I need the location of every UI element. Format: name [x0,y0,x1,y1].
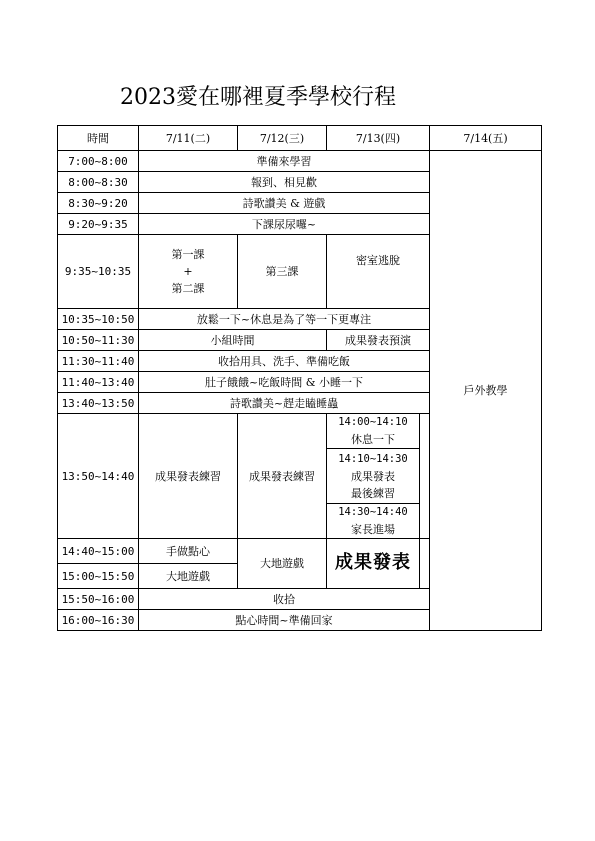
rest-cell [327,414,420,449]
time-cell: 7:00~8:00 [58,151,139,172]
activity-cell: 收拾用具、洗手、準備吃飯 [139,351,430,372]
lesson-1-label: 第一課 [171,248,205,261]
header-row [58,126,542,151]
activity-cell: 詩歌讚美~趕走瞌睡蟲 [139,393,430,414]
performance-label: 成果發表 [335,552,411,573]
activity-cell: 小組時間 [139,330,327,351]
field-game-cell-day-1: 大地遊戲 [139,564,238,589]
time-cell: 15:50~16:00 [58,589,139,610]
final-practice-time: 14:10~14:30 [338,452,408,465]
time-cell: 8:30~9:20 [58,193,139,214]
time-cell: 13:50~14:40 [58,414,139,539]
final-practice-label-2: 最後練習 [351,486,395,500]
time-cell: 15:00~15:50 [58,564,139,589]
parents-enter-label: 家長進場 [351,523,395,536]
spacer-cell [420,414,430,539]
time-cell: 10:50~11:30 [58,330,139,351]
parents-enter-time: 14:30~14:40 [338,506,408,518]
performance-cell [327,539,420,589]
activity-cell: 下課尿尿囉~ [139,214,430,235]
time-cell: 16:00~16:30 [58,610,139,631]
activity-cell: 報到、相見歡 [139,172,430,193]
practice-cell-day-2: 成果發表練習 [238,414,327,539]
time-cell: 8:00~8:30 [58,172,139,193]
time-cell: 10:35~10:50 [58,309,139,330]
rehearsal-cell: 成果發表預演 [327,330,430,351]
header-day-4: 7/14(五) [430,126,542,151]
time-cell: 9:35~10:35 [58,235,139,309]
practice-cell-day-1: 成果發表練習 [139,414,238,539]
activity-cell: 點心時間~準備回家 [139,610,430,631]
field-game-cell-day-2: 大地遊戲 [238,539,327,589]
lesson-3-cell: 第三課 [238,235,327,309]
activity-cell: 詩歌讚美 & 遊戲 [139,193,430,214]
page-title: 2023愛在哪裡夏季學校行程 [120,85,396,110]
time-cell: 9:20~9:35 [58,214,139,235]
outdoor-teaching-cell: 戶外教學 [430,151,542,631]
lesson-2-label: 第二課 [171,282,205,295]
activity-cell: 收拾 [139,589,430,610]
time-cell: 14:40~15:00 [58,539,139,564]
table-row [58,151,542,172]
escape-room-cell: 密室逃脫 [327,235,430,309]
header-day-2: 7/12(三) [238,126,327,151]
schedule-table [57,125,542,631]
activity-cell: 準備來學習 [139,151,430,172]
snack-making-cell: 手做點心 [139,539,238,564]
spacer-cell [420,539,430,589]
time-cell: 11:30~11:40 [58,351,139,372]
final-practice-cell [327,449,420,504]
lesson-1-2-cell [139,235,238,309]
time-cell: 11:40~13:40 [58,372,139,393]
time-cell: 13:40~13:50 [58,393,139,414]
header-day-3: 7/13(四) [327,126,430,151]
final-practice-label-1: 成果發表 [351,469,395,483]
plus-label: + [183,265,193,278]
header-day-1: 7/11(二) [139,126,238,151]
rest-label: 休息一下 [351,433,395,446]
rest-time: 14:00~14:10 [338,416,408,428]
activity-cell: 放鬆一下~休息是為了等一下更專注 [139,309,430,330]
activity-cell: 肚子餓餓~吃飯時間 & 小睡一下 [139,372,430,393]
header-time: 時間 [58,126,139,151]
parents-enter-cell [327,504,420,539]
